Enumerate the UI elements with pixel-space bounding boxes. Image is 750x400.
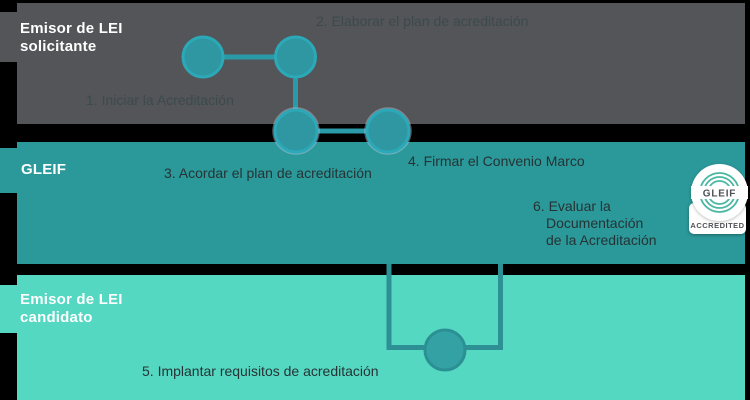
step5-node [425, 330, 465, 370]
label-line: candidato [20, 309, 93, 326]
label-lei-issuer-applicant [20, 20, 123, 56]
label-line: solicitante [20, 38, 97, 55]
step3-node [275, 110, 317, 152]
step5-caption: 5. Implantar requisitos de acreditación [142, 363, 379, 379]
label-lei-issuer-candidate [20, 291, 123, 327]
step3-caption: 3. Acordar el plan de acreditación [164, 165, 372, 181]
step6-caption [533, 198, 673, 249]
badge-seal-circle [691, 164, 748, 221]
step4-caption: 4. Firmar el Convenio Marco [408, 153, 585, 169]
badge-accredited-text: ACCREDITED [690, 221, 745, 230]
step6-line3: de la Acreditación [546, 232, 657, 248]
label-gleif: GLEIF [21, 161, 67, 178]
badge-gleif-text: GLEIF [702, 188, 737, 200]
step1-node [183, 37, 223, 77]
label-line: Emisor de LEI [20, 20, 123, 37]
gleif-accredited-badge [685, 160, 750, 240]
badge-rings-icon [691, 164, 748, 221]
step6-line2: Documentación [546, 215, 644, 231]
step2-caption: 2. Elaborar el plan de acreditación [316, 13, 529, 29]
step6-line1: 6. Evaluar la [533, 198, 611, 214]
step4-node [367, 110, 409, 152]
step2-node [276, 37, 316, 77]
step1-caption: 1. Iniciar la Acreditación [86, 92, 234, 108]
label-line: Emisor de LEI [20, 291, 123, 308]
